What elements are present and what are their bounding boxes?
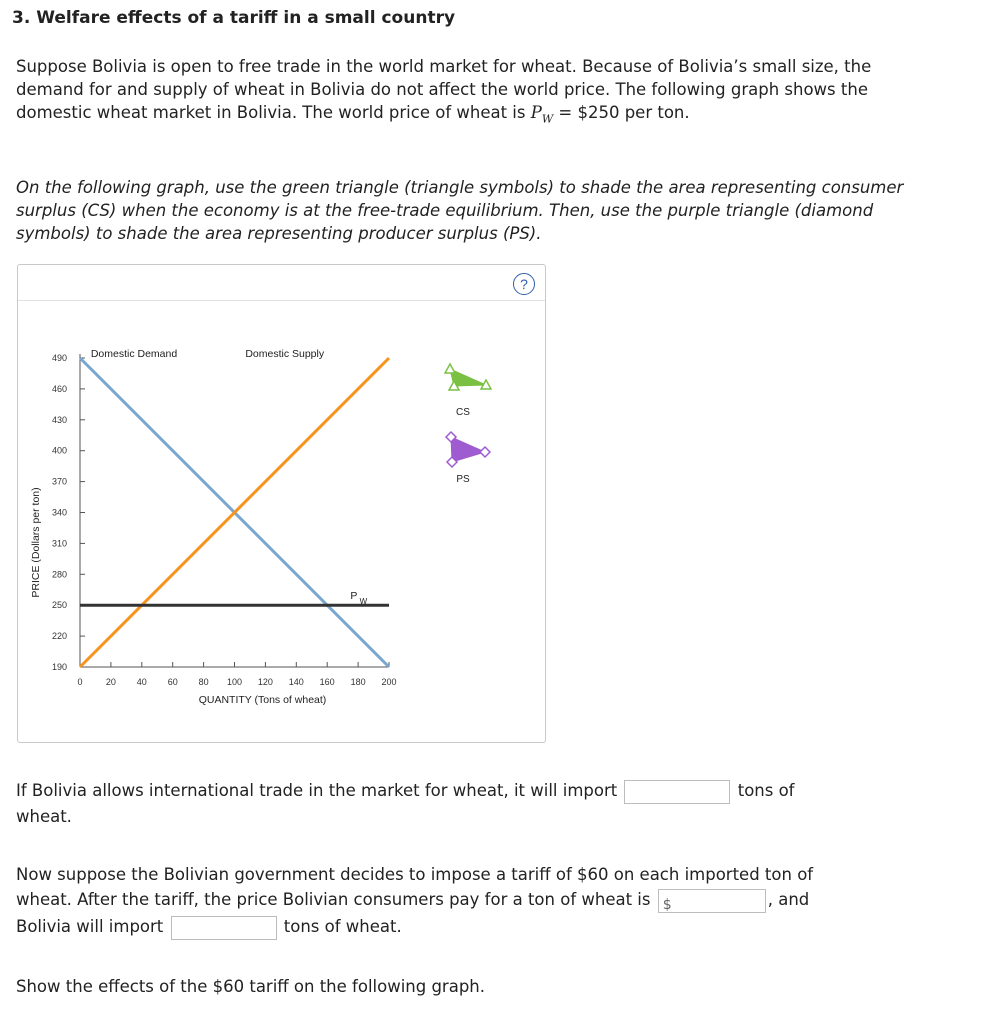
- intro-text: Suppose Bolivia is open to free trade in the world market for wheat. Because of Bolivia’s small size, the demand for and supply of wheat in Bolivia do not affect the world price. The following graph shows the domestic wheat market in Bolivia. The world price of wheat is: [16, 57, 872, 122]
- y-tick-label: 220: [51, 631, 67, 642]
- question2-line3: [16, 914, 402, 940]
- question1-text: If Bolivia allows international trade in the market for wheat, it will import: [16, 781, 618, 800]
- x-tick-label: 60: [167, 677, 178, 687]
- x-tick-label: 180: [350, 677, 366, 687]
- x-tick-label: 0: [77, 677, 83, 687]
- x-axis-label: QUANTITY (Tons of wheat): [198, 694, 327, 706]
- y-tick-label: 310: [51, 538, 67, 549]
- intro-paragraph: [16, 55, 916, 130]
- x-tick-label: 200: [381, 677, 397, 687]
- imports-free-trade-input[interactable]: [624, 780, 730, 804]
- ps-tool-label: PS: [456, 474, 470, 485]
- y-tick-label: 460: [51, 383, 67, 394]
- y-tick-label: 280: [51, 569, 67, 580]
- y-axis-label: PRICE (Dollars per ton): [30, 487, 42, 598]
- cs-triangle-symbol-icon: [445, 364, 455, 373]
- demand-label: Domestic Demand: [90, 348, 178, 360]
- x-tick-label: 80: [198, 677, 209, 687]
- y-tick-label: 490: [51, 353, 67, 363]
- y-tick-label: 430: [51, 414, 67, 425]
- footer-instruction: Show the effects of the $60 tariff on the following graph.: [16, 977, 486, 996]
- x-tick-label: 40: [136, 677, 147, 687]
- question2-text: wheat. After the tariff, the price Bolivian consumers pay for a ton of wheat is: [16, 890, 651, 909]
- question2-line2: [16, 887, 809, 913]
- world-price-label: P: [350, 590, 358, 603]
- y-tick-label: 190: [51, 662, 67, 672]
- cs-tool-label: CS: [456, 407, 470, 418]
- graph-panel: [17, 264, 546, 743]
- y-tick-label: 250: [51, 600, 67, 611]
- instructions-paragraph: On the following graph, use the green triangle (triangle symbols) to shade the area representing consumer surplus (CS) when the economy is at the free-trade equilibrium. Then, use the purple triangle (diamond symbols) to shade the area representing producer surplus (PS).: [16, 178, 904, 243]
- ps-triangle-tool: [451, 437, 485, 462]
- question2-line1: Now suppose the Bolivian government decides to impose a tariff of $60 on each imported ton of: [16, 865, 814, 884]
- question1-line2: wheat.: [16, 807, 72, 826]
- question2-text-after: , and: [767, 890, 810, 909]
- x-tick-label: 100: [226, 677, 243, 687]
- question1-line: [16, 778, 795, 804]
- x-tick-label: 140: [288, 677, 304, 687]
- question-title: 3. Welfare effects of a tariff in a small country: [12, 8, 456, 28]
- currency-symbol: $: [662, 896, 672, 913]
- help-icon[interactable]: ?: [513, 273, 535, 295]
- question1-text-after: tons of: [737, 781, 795, 800]
- welfare-chart[interactable]: [18, 265, 545, 742]
- x-tick-label: 160: [319, 677, 335, 687]
- world-price-symbol: $P_W$: [530, 103, 554, 126]
- question2-line3-after: tons of wheat.: [283, 917, 402, 936]
- x-tick-label: 120: [257, 677, 273, 687]
- tariff-price-input[interactable]: [658, 889, 766, 913]
- intro-text-end: = $250 per ton.: [553, 103, 690, 122]
- y-tick-label: 340: [51, 507, 67, 518]
- y-tick-label: 400: [51, 445, 67, 456]
- supply-label: Domestic Supply: [245, 348, 325, 360]
- y-tick-label: 370: [51, 476, 67, 487]
- question2-line3-text: Bolivia will import: [16, 917, 164, 936]
- world-price-label-sub: W: [359, 597, 368, 607]
- imports-tariff-input[interactable]: [171, 916, 277, 940]
- x-tick-label: 20: [105, 677, 116, 687]
- ps-diamond-symbol-icon: [480, 447, 490, 457]
